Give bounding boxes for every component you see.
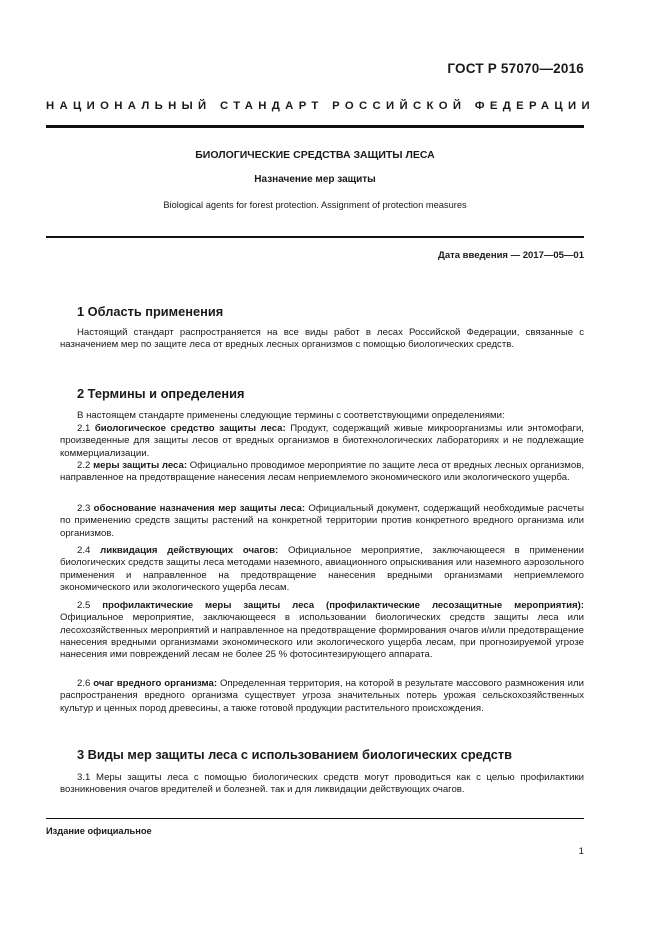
term-name: очаг вредного организма: bbox=[93, 678, 218, 689]
document-title: БИОЛОГИЧЕСКИЕ СРЕДСТВА ЗАЩИТЫ ЛЕСА bbox=[195, 149, 435, 161]
introduction-date: Дата введения — 2017—05—01 bbox=[438, 250, 584, 261]
document-code: ГОСТ Р 57070—2016 bbox=[447, 61, 584, 76]
term-number: 2.1 bbox=[77, 423, 91, 434]
term-name: обоснование назначения мер защиты леса: bbox=[93, 503, 306, 514]
term-name: биологическое средство защиты леса: bbox=[94, 423, 286, 434]
section-2-heading: 2 Термины и определения bbox=[77, 386, 245, 401]
term-definition: Официально проводимое мероприятие по защите леса от вредных лесных организмов, направленное на предотвращение нанесения лесам неприемлемого экономического или экологического ущерба. bbox=[60, 460, 584, 484]
term-2-2 bbox=[60, 460, 584, 485]
document-title-english: Biological agents for forest protection. Assignment of protection measures bbox=[163, 200, 467, 210]
section-1-text: Настоящий стандарт распространяется на все виды работ в лесах Российской Федерации, связанные с назначением мер по защите леса от вредных лесных организмов с помощью биологических средств. bbox=[60, 327, 584, 351]
term-name: меры защиты леса: bbox=[93, 460, 188, 471]
term-2-5 bbox=[60, 600, 584, 661]
term-2-1 bbox=[60, 423, 584, 460]
term-definition: Продукт, содержащий живые микроорганизмы или энтомофаги, произведенные для защиты лесов от вредных организмов в биотехнологических лабораториях и не подлежащие коммерциализации. bbox=[60, 423, 584, 459]
section-3-heading: 3 Виды мер защиты леса с использованием биологических средств bbox=[77, 747, 512, 762]
page-number: 1 bbox=[578, 846, 584, 857]
term-name: ликвидация действующих очагов: bbox=[100, 545, 279, 556]
section-1-heading: 1 Область применения bbox=[77, 304, 224, 319]
footer-divider bbox=[46, 818, 584, 819]
term-definition: Официальное мероприятие, заключающееся в использовании биологических средств защиты леса или лесохозяйственных мероприятий и направленное на предотвращение формирования очагов и/или предотвращение нанесения вредными организмами экономического или экологического ущерба лесам, при прогнозируемой угрозе нанесения ими повреждений лесам не более 25 % фотосинтезирующего аппарата. bbox=[60, 612, 584, 661]
term-name: профилактические меры защиты леса (профилактические лесозащитные мероприятия): bbox=[102, 600, 584, 611]
top-divider bbox=[46, 125, 584, 128]
standard-type-line: НАЦИОНАЛЬНЫЙ СТАНДАРТ РОССИЙСКОЙ ФЕДЕРАЦИИ bbox=[46, 100, 595, 112]
term-number: 2.5 bbox=[77, 600, 91, 611]
term-2-3 bbox=[60, 503, 584, 540]
term-number: 2.2 bbox=[77, 460, 91, 471]
term-number: 2.4 bbox=[77, 545, 91, 556]
section-3-text: 3.1 Меры защиты леса с помощью биологических средств могут проводиться как с целью профилактики возникновения очагов вредителей и болезней. так и для ликвидации действующих очагов. bbox=[60, 772, 584, 796]
term-definition: Официальное мероприятие, заключающееся в применении биологических средств защиты леса методами наземного, авиационного опрыскивания или наземного аэрозольного применения и направленное на предотвращение нанесения вредными организмами неприемлемого экономического или экологического ущерба лесам. bbox=[60, 545, 584, 593]
document-subtitle: Назначение мер защиты bbox=[254, 174, 376, 185]
term-definition: Официальный документ, содержащий необходимые расчеты по применению средств защиты растений на конкретной территории против конкретного вредного организма или организмов. bbox=[60, 503, 584, 539]
term-2-6 bbox=[60, 678, 584, 715]
edition-label: Издание официальное bbox=[46, 826, 152, 836]
term-definition: Определенная территория, на которой в результате массового размножения или распространения вредного организма существует угроза значительных потерь урожая сельскохозяйственных культур и ценных пород древесины, а также готовой продукции растительного происхождения. bbox=[60, 678, 584, 714]
term-number: 2.3 bbox=[77, 503, 91, 514]
title-divider bbox=[46, 236, 584, 238]
term-number: 2.6 bbox=[77, 678, 91, 689]
term-2-4 bbox=[60, 545, 584, 594]
section-2-intro: В настоящем стандарте применены следующие термины с соответствующими определениями: bbox=[77, 410, 505, 421]
